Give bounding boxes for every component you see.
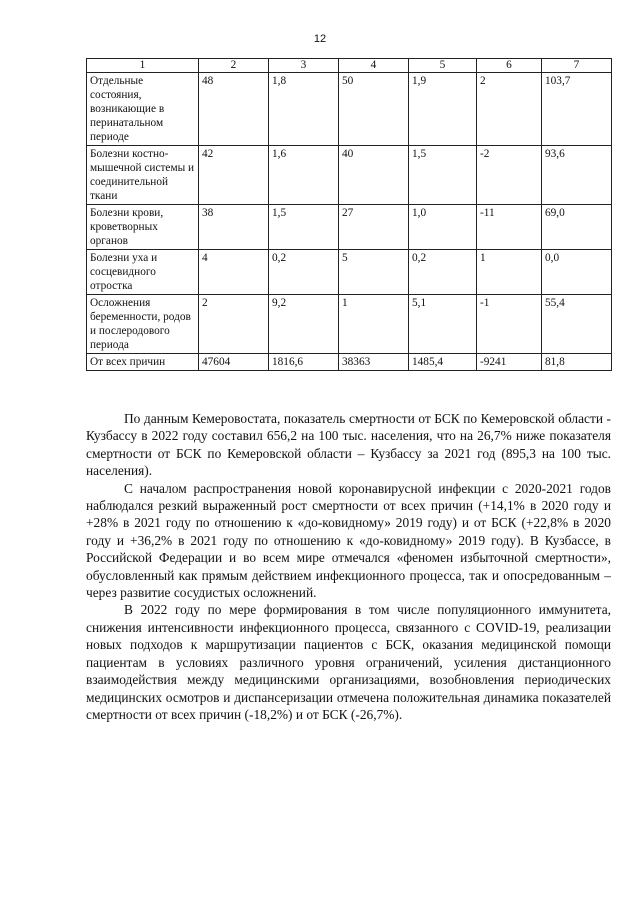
table-cell: 47604 [199, 354, 269, 371]
column-header: 4 [339, 59, 409, 73]
table-cell: 0,2 [269, 250, 339, 295]
table-cell: 1485,4 [409, 354, 477, 371]
column-header: 6 [477, 59, 542, 73]
table-cell: 1,0 [409, 205, 477, 250]
paragraph: В 2022 году по мере формирования в том числе популяционного иммунитета, снижения интенсивности инфекционного процесса, связанного с COVID-19, реализации новых подходов к маршрутизации пациентов с БСК, оказания медицинской помощи пациентам в условиях различного уровня ограничений, усиления дистанционного взаимодействия между медицинскими организациями, возобновления периодических медицинских осмотров и диспансеризации отмечена положительная динамика показателей смертности от всех причин (-18,2%) и от БСК (-26,7%). [86, 602, 611, 722]
table-row [87, 146, 612, 205]
table-cell: -11 [477, 205, 542, 250]
table-cell: 50 [339, 73, 409, 146]
table-cell: 4 [199, 250, 269, 295]
table-cell: 38363 [339, 354, 409, 371]
mortality-table [86, 58, 612, 371]
table-cell: 5,1 [409, 295, 477, 354]
table-cell: 1,6 [269, 146, 339, 205]
table-row [87, 73, 612, 146]
table-cell: 93,6 [542, 146, 612, 205]
table-cell: 27 [339, 205, 409, 250]
table-cell: 9,2 [269, 295, 339, 354]
table-cell: 81,8 [542, 354, 612, 371]
cause-of-death-cell: Осложнения беременности, родов и послеродового периода [87, 295, 199, 354]
table-cell: 103,7 [542, 73, 612, 146]
table-row [87, 295, 612, 354]
table-cell: 69,0 [542, 205, 612, 250]
table-cell: 38 [199, 205, 269, 250]
table-cell: 1 [477, 250, 542, 295]
table-cell: 1816,6 [269, 354, 339, 371]
table-cell: 55,4 [542, 295, 612, 354]
table-cell: 2 [199, 295, 269, 354]
table-cell: 1,5 [269, 205, 339, 250]
column-header: 1 [87, 59, 199, 73]
paragraph: С началом распространения новой коронавирусной инфекции с 2020-2021 годов наблюдался резкий выраженный рост смертности от всех причин (+14,1% в 2020 году и +28% в 2021 году по отношению к «до-ковидному» 2019 году) и от БСК (+22,8% в 2020 году и +36,2% в 2021 году по отношению к «до-ковидному» 2019 году). В Кузбассе, в Российской Федерации и во всем мире отмечался «феномен избыточной смертности», обусловленный как прямым действием инфекционного процесса, так и опосредованным – через развитие сосудистых осложнений. [86, 480, 611, 601]
table-cell: 48 [199, 73, 269, 146]
table-cell: 0,0 [542, 250, 612, 295]
table-row-total [87, 354, 612, 371]
table-row [87, 250, 612, 295]
page-number: 12 [313, 33, 327, 45]
table-cell: 40 [339, 146, 409, 205]
cause-of-death-cell: Болезни уха и сосцевидного отростка [87, 250, 199, 295]
table-cell: -1 [477, 295, 542, 354]
cause-of-death-cell: Болезни крови, кроветворных органов [87, 205, 199, 250]
table-cell: 1,5 [409, 146, 477, 205]
table-cell: -9241 [477, 354, 542, 371]
table-cell: -2 [477, 146, 542, 205]
paragraph: По данным Кемеровостата, показатель смертности от БСК по Кемеровской области - Кузбассу в 2022 году составил 656,2 на 100 тыс. населения, что на 26,7% ниже показателя смертности от БСК по Кемеровской области – Кузбассу за 2021 год (895,3 на 100 тыс. населения). [86, 411, 611, 479]
table-cell: 2 [477, 73, 542, 146]
table-header-row [87, 59, 612, 73]
column-header: 5 [409, 59, 477, 73]
table-row [87, 205, 612, 250]
column-header: 7 [542, 59, 612, 73]
cause-of-death-cell: Болезни костно-мышечной системы и соединительной ткани [87, 146, 199, 205]
table-cell: 42 [199, 146, 269, 205]
column-header: 2 [199, 59, 269, 73]
table-cell: 1,9 [409, 73, 477, 146]
cause-of-death-cell: От всех причин [87, 354, 199, 371]
table-cell: 5 [339, 250, 409, 295]
table-cell: 1 [339, 295, 409, 354]
column-header: 3 [269, 59, 339, 73]
table-cell: 0,2 [409, 250, 477, 295]
table-cell: 1,8 [269, 73, 339, 146]
cause-of-death-cell: Отдельные состояния, возникающие в перинатальном периоде [87, 73, 199, 146]
body-text [86, 410, 611, 723]
